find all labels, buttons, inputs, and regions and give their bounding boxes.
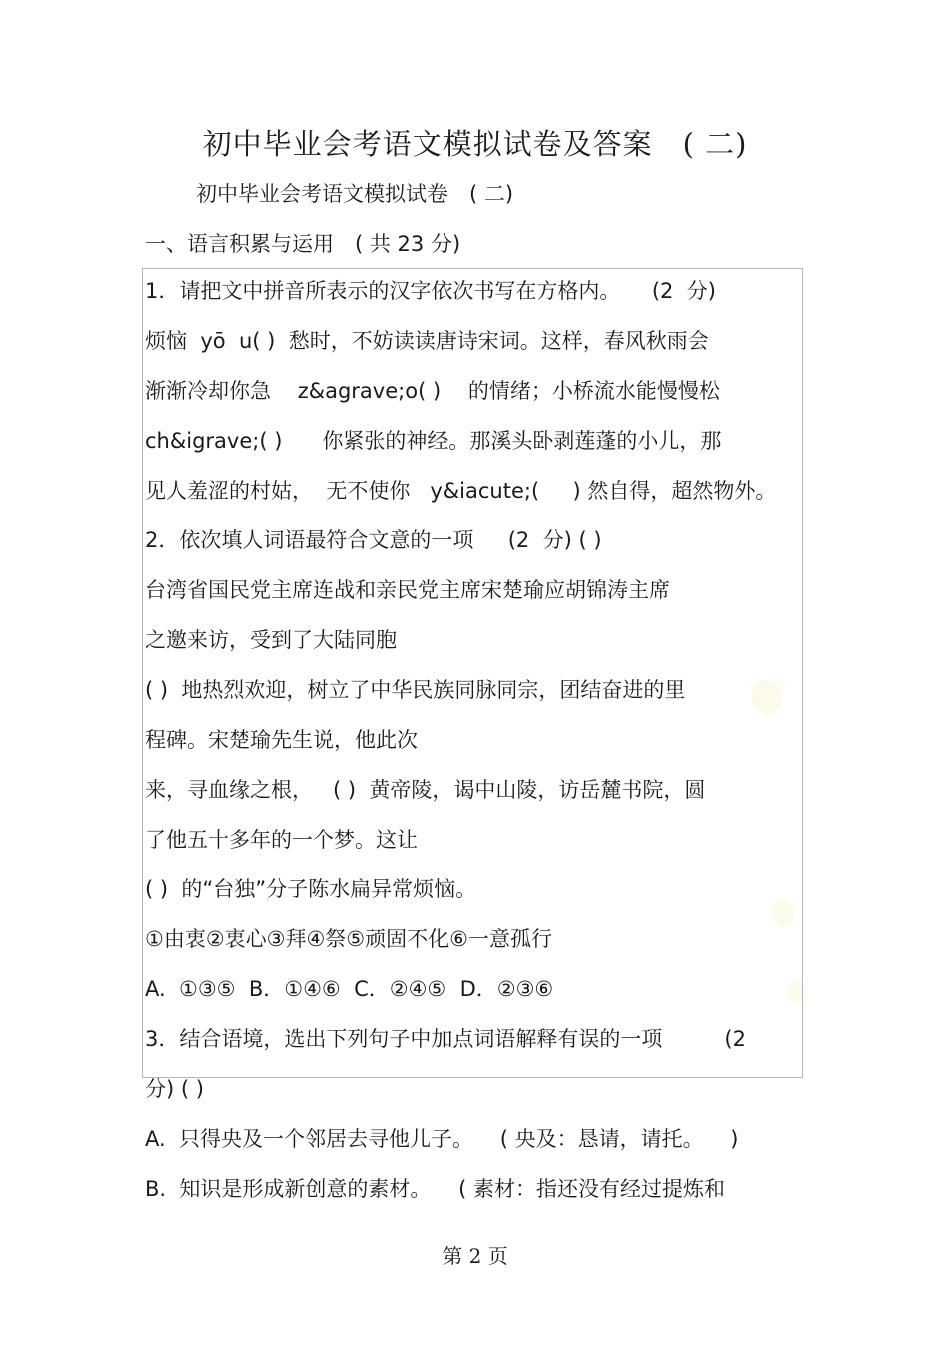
section-heading: 一、语言积累与运用 ( 共 23 分) <box>145 232 461 256</box>
question-line: 分) ( ) <box>145 1077 204 1101</box>
page-number: 第 2 页 <box>442 1244 508 1268</box>
question-line: 2．依次填人词语最符合文意的一项 (2 分) ( ) <box>145 528 602 552</box>
question-line: ch&igrave;( ) 你紧张的神经。那溪头卧剥莲蓬的小儿，那 <box>145 429 722 453</box>
question-line: 台湾省国民党主席连战和亲民党主席宋楚瑜应胡锦涛主席 <box>145 578 670 602</box>
question-line: B. 知识是形成新创意的素材。 ( 素材：指还没有经过提炼和 <box>145 1177 725 1201</box>
document-title: 初中毕业会考语文模拟试卷及答案 ( 二) <box>202 127 748 161</box>
question-line: ①由衷②衷心③拜④祭⑤顽固不化⑥一意孤行 <box>145 927 552 951</box>
question-line: 1．请把文中拼音所表示的汉字依次书写在方格内。 (2 分) <box>145 279 716 303</box>
question-line: 之邀来访，受到了大陆同胞 <box>145 628 397 652</box>
question-line: 3．结合语境，选出下列句子中加点词语解释有误的一项 (2 <box>145 1027 746 1051</box>
question-line: 见人羞涩的村姑， 无不使你 y&iacute;( ) 然自得，超然物外。 <box>145 479 777 503</box>
question-line: 了他五十多年的一个梦。这让 <box>145 828 418 852</box>
question-line: 渐渐冷却你急 z&agrave;o( ) 的情绪；小桥流水能慢慢松 <box>145 379 720 403</box>
answer-options: A. ①③⑤ B．①④⑥ C．②④⑤ D．②③⑥ <box>145 977 554 1001</box>
question-line: 烦恼 yō u( ) 愁时，不妨读读唐诗宋词。这样，春风秋雨会 <box>145 329 709 353</box>
question-line: 程碑。宋楚瑜先生说，他此次 <box>145 728 418 752</box>
question-line: ( ) 地热烈欢迎，树立了中华民族同脉同宗，团结奋进的里 <box>145 678 686 702</box>
document-subtitle: 初中毕业会考语文模拟试卷 ( 二) <box>196 182 514 206</box>
question-line: 来，寻血缘之根， ( ) 黄帝陵，谒中山陵，访岳麓书院，圆 <box>145 778 706 802</box>
question-line: ( ) 的“台独”分子陈水扁异常烦恼。 <box>145 877 477 901</box>
question-line: A. 只得央及一个邻居去寻他儿子。 ( 央及：恳请，请托。 ) <box>145 1127 739 1151</box>
